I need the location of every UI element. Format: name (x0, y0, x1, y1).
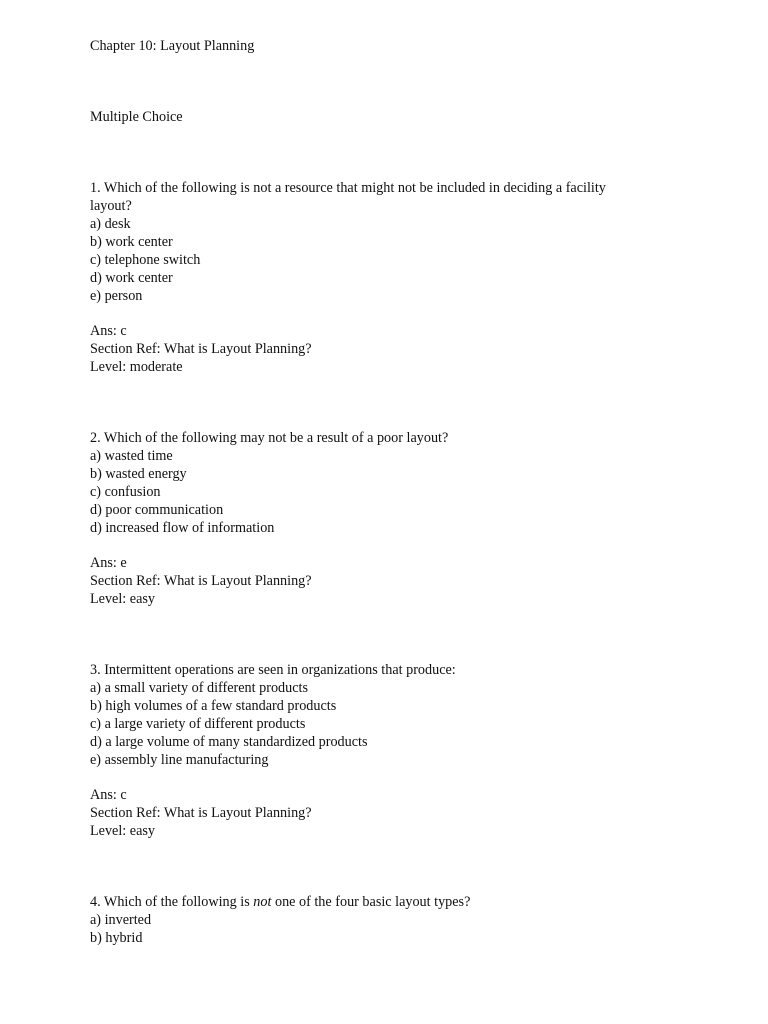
question-2-answer: Ans: e (90, 555, 127, 571)
question-3-section-ref: Section Ref: What is Layout Planning? (90, 805, 312, 821)
question-2-option-c: c) confusion (90, 484, 161, 500)
question-1-option-d: d) work center (90, 270, 173, 286)
question-3-option-c: c) a large variety of different products (90, 716, 306, 732)
question-2-level: Level: easy (90, 591, 155, 607)
question-1-option-c: c) telephone switch (90, 252, 201, 268)
question-3-stem: 3. Intermittent operations are seen in organizations that produce: (90, 662, 456, 678)
question-2-option-b: b) wasted energy (90, 466, 187, 482)
question-1-option-e: e) person (90, 288, 143, 304)
question-1-answer: Ans: c (90, 323, 127, 339)
question-1-section-ref: Section Ref: What is Layout Planning? (90, 341, 312, 357)
question-3-option-d: d) a large volume of many standardized products (90, 734, 368, 750)
question-4-option-a: a) inverted (90, 912, 152, 928)
question-4-stem (90, 893, 470, 911)
question-2-option-d: d) poor communication (90, 502, 224, 518)
question-1-level: Level: moderate (90, 359, 183, 375)
question-4-stem-emphasis: not (253, 894, 272, 910)
chapter-title: Chapter 10: Layout Planning (90, 38, 255, 54)
question-1-stem: 1. Which of the following is not a resource that might not be included in deciding a facility layout? (90, 180, 606, 214)
question-2-option-e: d) increased flow of information (90, 520, 275, 536)
question-4-stem-start: 4. Which of the following is (90, 894, 254, 910)
question-3-option-b: b) high volumes of a few standard products (90, 698, 337, 714)
question-3-level: Level: easy (90, 823, 155, 839)
question-1-option-b: b) work center (90, 234, 173, 250)
question-3-answer: Ans: c (90, 787, 127, 803)
question-2-section-ref: Section Ref: What is Layout Planning? (90, 573, 312, 589)
question-2-stem: 2. Which of the following may not be a result of a poor layout? (90, 430, 449, 446)
question-4-option-b: b) hybrid (90, 930, 143, 946)
question-2-option-a: a) wasted time (90, 448, 173, 464)
question-4-stem-end: one of the four basic layout types? (271, 894, 471, 910)
question-1-option-a: a) desk (90, 216, 131, 232)
section-title: Multiple Choice (90, 109, 183, 125)
question-3-option-a: a) a small variety of different products (90, 680, 308, 696)
question-3-option-e: e) assembly line manufacturing (90, 752, 269, 768)
